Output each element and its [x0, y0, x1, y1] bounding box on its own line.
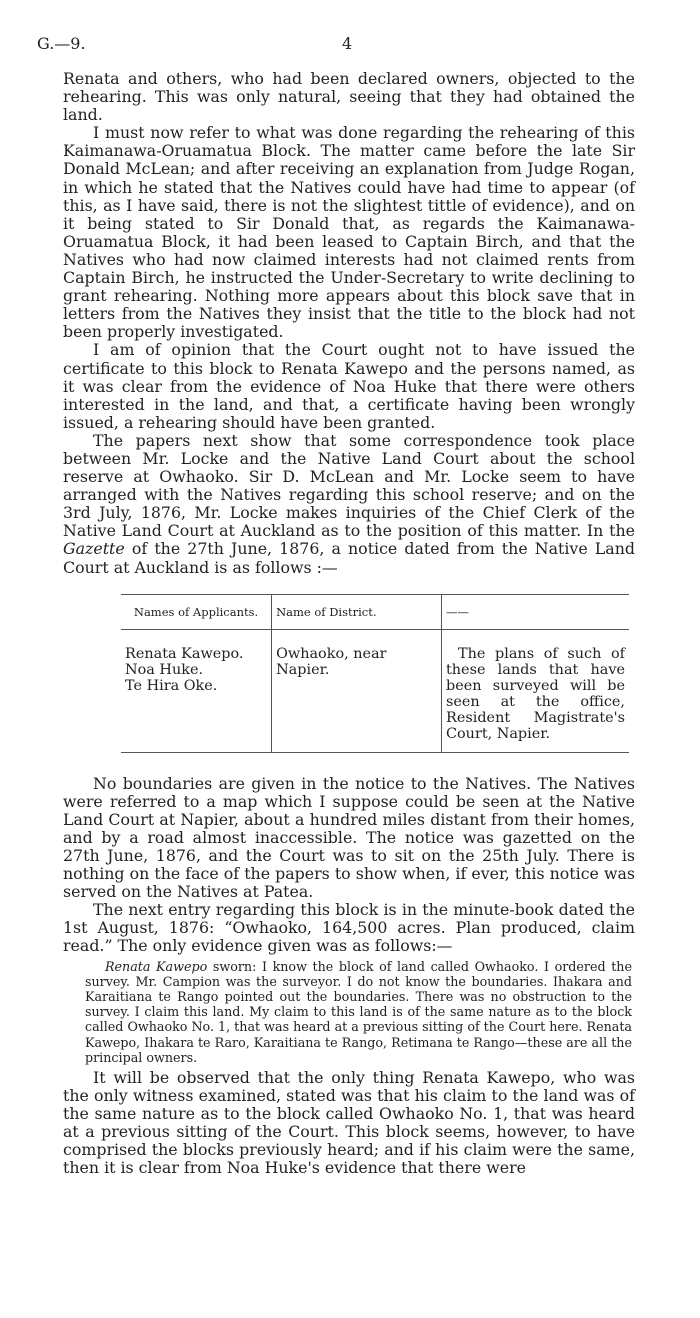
paragraph-1: Renata and others, who had been declared owners, objected to the rehearing. This was only natural, seeing that they had obtained the land.: [63, 69, 635, 125]
paragraph-7: It will be observed that the only thing Renata Kawepo, who was the only witness examined, stated was that his claim to the land was of the same nature as to the block called Owhaoko No. 1, that was heard at a previous sitting of the Court. This block seems, however, to have comprised the blocks previously heard; and if his claim were the same, then it is clear from Noa Huke's evidence that there were: [63, 1067, 635, 1178]
notice-table: [121, 594, 629, 753]
paragraph-4-text-b: of the 27th June, 1876, a notice dated from the Native Land Court at Auckland is as follows :—: [63, 539, 635, 577]
paragraph-6: The next entry regarding this block is in the minute-book dated the 1st August, 1876: “Owhaoko, 164,500 acres. Plan produced, claim read.” The only evidence given was as follows:—: [63, 900, 635, 956]
paragraph-4: [63, 432, 635, 577]
notice-table-header-row: [121, 594, 629, 629]
document-reference: G.—9.: [37, 34, 86, 53]
table-row: [121, 629, 629, 752]
applicants-cell: [121, 629, 272, 752]
header-remarks: ——: [442, 594, 630, 629]
remark-cell: [442, 629, 630, 752]
applicant-name: Te Hira Oke.: [125, 677, 218, 694]
witness-name: Renata Kawepo: [105, 958, 208, 974]
evidence-body: sworn: I know the block of land called Owhaoko. I ordered the survey. Mr. Campion was the surveyor. I do not know the boundaries. Ihakara and Karaitiana te Rango pointed out the boundaries. There was no obstruction to the survey. I claim this land. My claim to this land is of the same nature as to the block called Owhaoko No. 1, that was heard at a previous sitting of the Court here. Renata Kawepo, Ihakara te Raro, Karaitiana te Rango, Retimana te Rango—these are all the principal owners.: [85, 958, 632, 1065]
district-cell: Owhaoko, near Napier.: [272, 629, 442, 752]
evidence-quote: [63, 959, 635, 1065]
gazette-title: Gazette: [63, 539, 125, 559]
header-district: Name of District.: [272, 594, 442, 629]
applicant-name: Noa Huke.: [125, 661, 204, 678]
page-header: [37, 34, 637, 56]
remark-text: The plans of such of these lands that have been surveyed will be seen at the office, Resident Magistrate's Court, Napier.: [446, 645, 625, 742]
paragraph-3: I am of opinion that the Court ought not to have issued the certificate to this block to Renata Kawepo and the persons named, as it was clear from the evidence of Noa Huke that there were others interested in the land, and that, a certificate having been wrongly issued, a rehearing should have been granted.: [63, 340, 635, 432]
paragraph-4-text-a: The papers next show that some correspondence took place between Mr. Locke and the Native Land Court about the school reserve at Owhaoko. Sir D. McLean and Mr. Locke seem to have arranged with the Natives regarding this school reserve; and on the 3rd July, 1876, Mr. Locke makes inquiries of the Chief Clerk of the Native Land Court at Auckland as to the position of this matter. In the: [63, 430, 635, 541]
document-body: [63, 70, 635, 1178]
header-applicants: Names of Applicants.: [121, 594, 272, 629]
page-number: 4: [342, 34, 353, 53]
evidence-text: [85, 959, 632, 1065]
paragraph-5: No boundaries are given in the notice to the Natives. The Natives were referred to a map which I suppose could be seen at the Native Land Court at Napier, about a hundred miles distant from their homes, and by a road almost inaccessible. The notice was gazetted on the 27th June, 1876, and the Court was to sit on the 25th July. There is nothing on the face of the papers to show when, if ever, this notice was served on the Natives at Patea.: [63, 773, 635, 902]
paragraph-2: I must now refer to what was done regarding the rehearing of this Kaimanawa-Oruamatua Block. The matter came before the late Sir Donald McLean; and after receiving an explanation from Judge Rogan, in which he stated that the Natives could have had time to appear (of this, as I have said, there is not the slightest tittle of evidence), and on it being stated to Sir Donald that, as regards the Kaimanawa-Oruamatua Block, it had been leased to Captain Birch, and that the Natives who had now claimed interests had not claimed rents from Captain Birch, he instructed the Under-Secretary to write declining to grant rehearing. Nothing more appears about this block save that in letters from the Natives they insist that the title to the block had not been properly investigated.: [63, 123, 635, 342]
applicant-name: Renata Kawepo.: [125, 645, 244, 662]
